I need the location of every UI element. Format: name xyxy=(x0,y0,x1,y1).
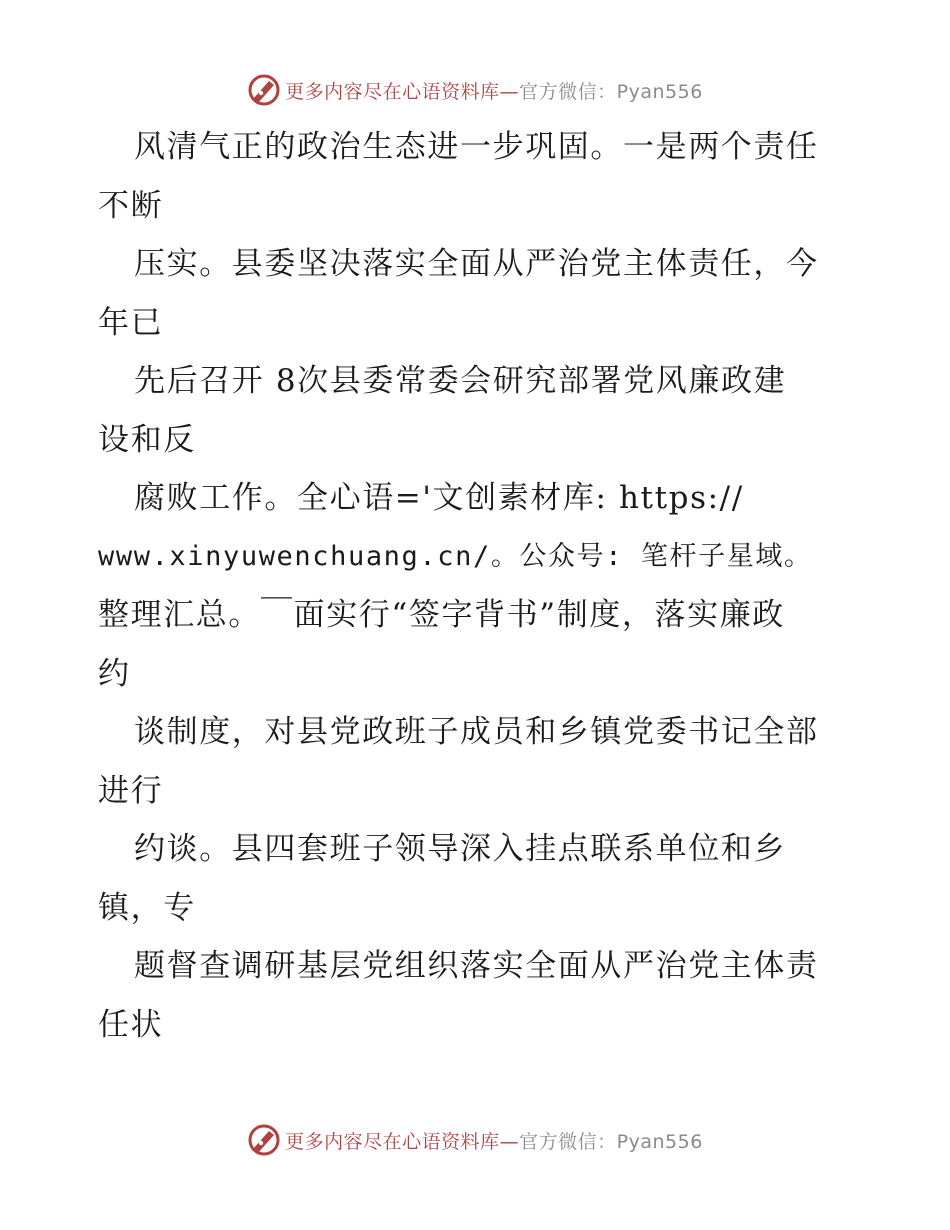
pen-logo-icon xyxy=(247,1123,281,1157)
body-line: www.xinyuwenchuang.cn/。公众号: 笔杆子星域。 xyxy=(98,540,813,572)
header-banner-wechat: 官方微信：Pyan556 xyxy=(519,80,703,103)
body-line: 约谈。县四套班子领导深入挂点联系单位和乡 xyxy=(134,831,786,867)
body-line: 整理汇总。￣面实行“签字背书”制度，落实廉政 xyxy=(98,597,785,633)
body-line: 任状 xyxy=(98,1006,164,1043)
footer-banner xyxy=(0,1120,950,1160)
header-banner xyxy=(0,70,950,110)
body-line: 年已 xyxy=(98,304,164,341)
header-banner-main: 更多内容尽在心语资料库— xyxy=(285,80,520,103)
header-banner-text xyxy=(285,77,703,104)
body-line: 压实。县委坚决落实全面从严治党主体责任，今 xyxy=(134,246,819,282)
body-line: 先后召开 8次县委常委会研究部署党风廉政建 xyxy=(134,363,787,399)
pen-logo-icon xyxy=(247,73,281,107)
body-line: 题督查调研基层党组织落实全面从严治党主体责 xyxy=(134,948,819,984)
footer-banner-wechat: 官方微信：Pyan556 xyxy=(519,1130,703,1153)
body-line: 进行 xyxy=(98,772,164,809)
body-line: 约 xyxy=(98,655,131,692)
body-line: 风清气正的政治生态进一步巩固。一是两个责任 xyxy=(134,129,819,165)
footer-banner-text xyxy=(285,1127,703,1154)
footer-banner-main: 更多内容尽在心语资料库— xyxy=(285,1130,520,1153)
body-line: 镇，专 xyxy=(98,889,196,926)
body-line: 不断 xyxy=(98,187,164,224)
body-line: 设和反 xyxy=(98,421,196,458)
body-line: 腐败工作。全心语='文创素材库: https:// xyxy=(134,480,744,516)
body-line: 谈制度，对县党政班子成员和乡镇党委书记全部 xyxy=(134,714,819,750)
document-body xyxy=(98,118,858,1054)
